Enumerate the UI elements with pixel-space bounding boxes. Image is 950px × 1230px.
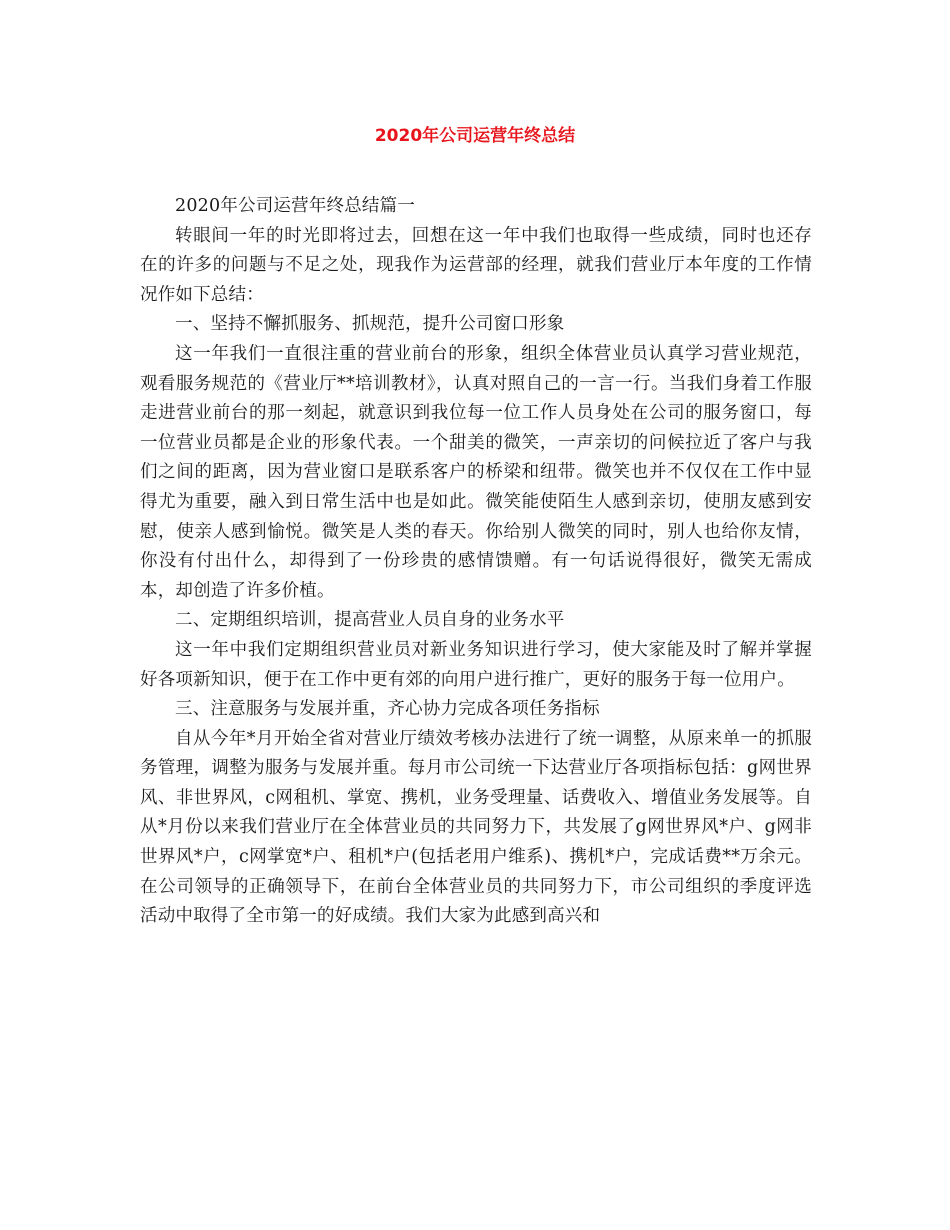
section-heading-1: 一、坚持不懈抓服务、抓规范，提升公司窗口形象 bbox=[175, 314, 565, 335]
section-heading-3: 三、注意服务与发展并重，齐心协力完成各项任务指标 bbox=[175, 699, 600, 720]
paragraph-section-1: 这一年我们一直很注重的营业前台的形象，组织全体营业员认真学习营业规范，观看服务规范的《营业厅**培训教材》，认真对照自己的一言一行。当我们身着工作服走进营业前台的那一刻起，就意识到我位每一位工作人员身处在公司的服务窗口，每一位营业员都是企业的形象代表。一个甜美的微笑，一声亲切的问候拉近了客户与我们之间的距离，因为营业窗口是联系客户的桥梁和纽带。微笑也并不仅仅在工作中显得尤为重要，融入到日常生活中也是如此。微笑能使陌生人感到亲切，使朋友感到安慰，使亲人感到愉悦。微笑是人类的春天。你给别人微笑的同时，别人也给你友情，你没有付出什么，却得到了一份珍贵的感情馈赠。有一句话说得很好，微笑无需成本，却创造了许多价植。 bbox=[140, 343, 812, 601]
paragraph-intro: 转眼间一年的时光即将过去，回想在这一年中我们也取得一些成绩，同时也还存在的许多的问题与不足之处，现我作为运营部的经理，就我们营业厅本年度的工作情况作如下总结： bbox=[140, 225, 812, 305]
paragraph-section-2: 这一年中我们定期组织营业员对新业务知识进行学习，使大家能及时了解并掌握好各项新知识，便于在工作中更有郊的向用户进行推广，更好的服务于每一位用户。 bbox=[140, 639, 812, 690]
section-heading-2: 二、定期组织培训，提高营业人员自身的业务水平 bbox=[175, 610, 565, 631]
section-heading-intro: 2020年公司运营年终总结篇一 bbox=[175, 196, 416, 216]
document-title: 2020年公司运营年终总结 bbox=[374, 126, 576, 146]
document-body bbox=[140, 192, 812, 932]
paragraph-section-3: 自从今年*月开始全省对营业厅绩效考核办法进行了统一调整，从原来单一的抓服务管理，调整为服务与发展并重。每月市公司统一下达营业厅各项指标包括：g网世界风、非世界风，c网租机、掌宽、携机，业务受理量、话费收入、增值业务发展等。自从*月份以来我们营业厅在全体营业员的共同努力下，共发展了g网世界风*户、g网非世界风*户，c网掌宽*户、租机*户(包括老用户维系)、携机*户，完成话费**万余元。在公司领导的正确领导下，在前台全体营业员的共同努力下，市公司组织的季度评选活动中取得了全市第一的好成绩。我们大家为此感到高兴和 bbox=[140, 728, 812, 927]
